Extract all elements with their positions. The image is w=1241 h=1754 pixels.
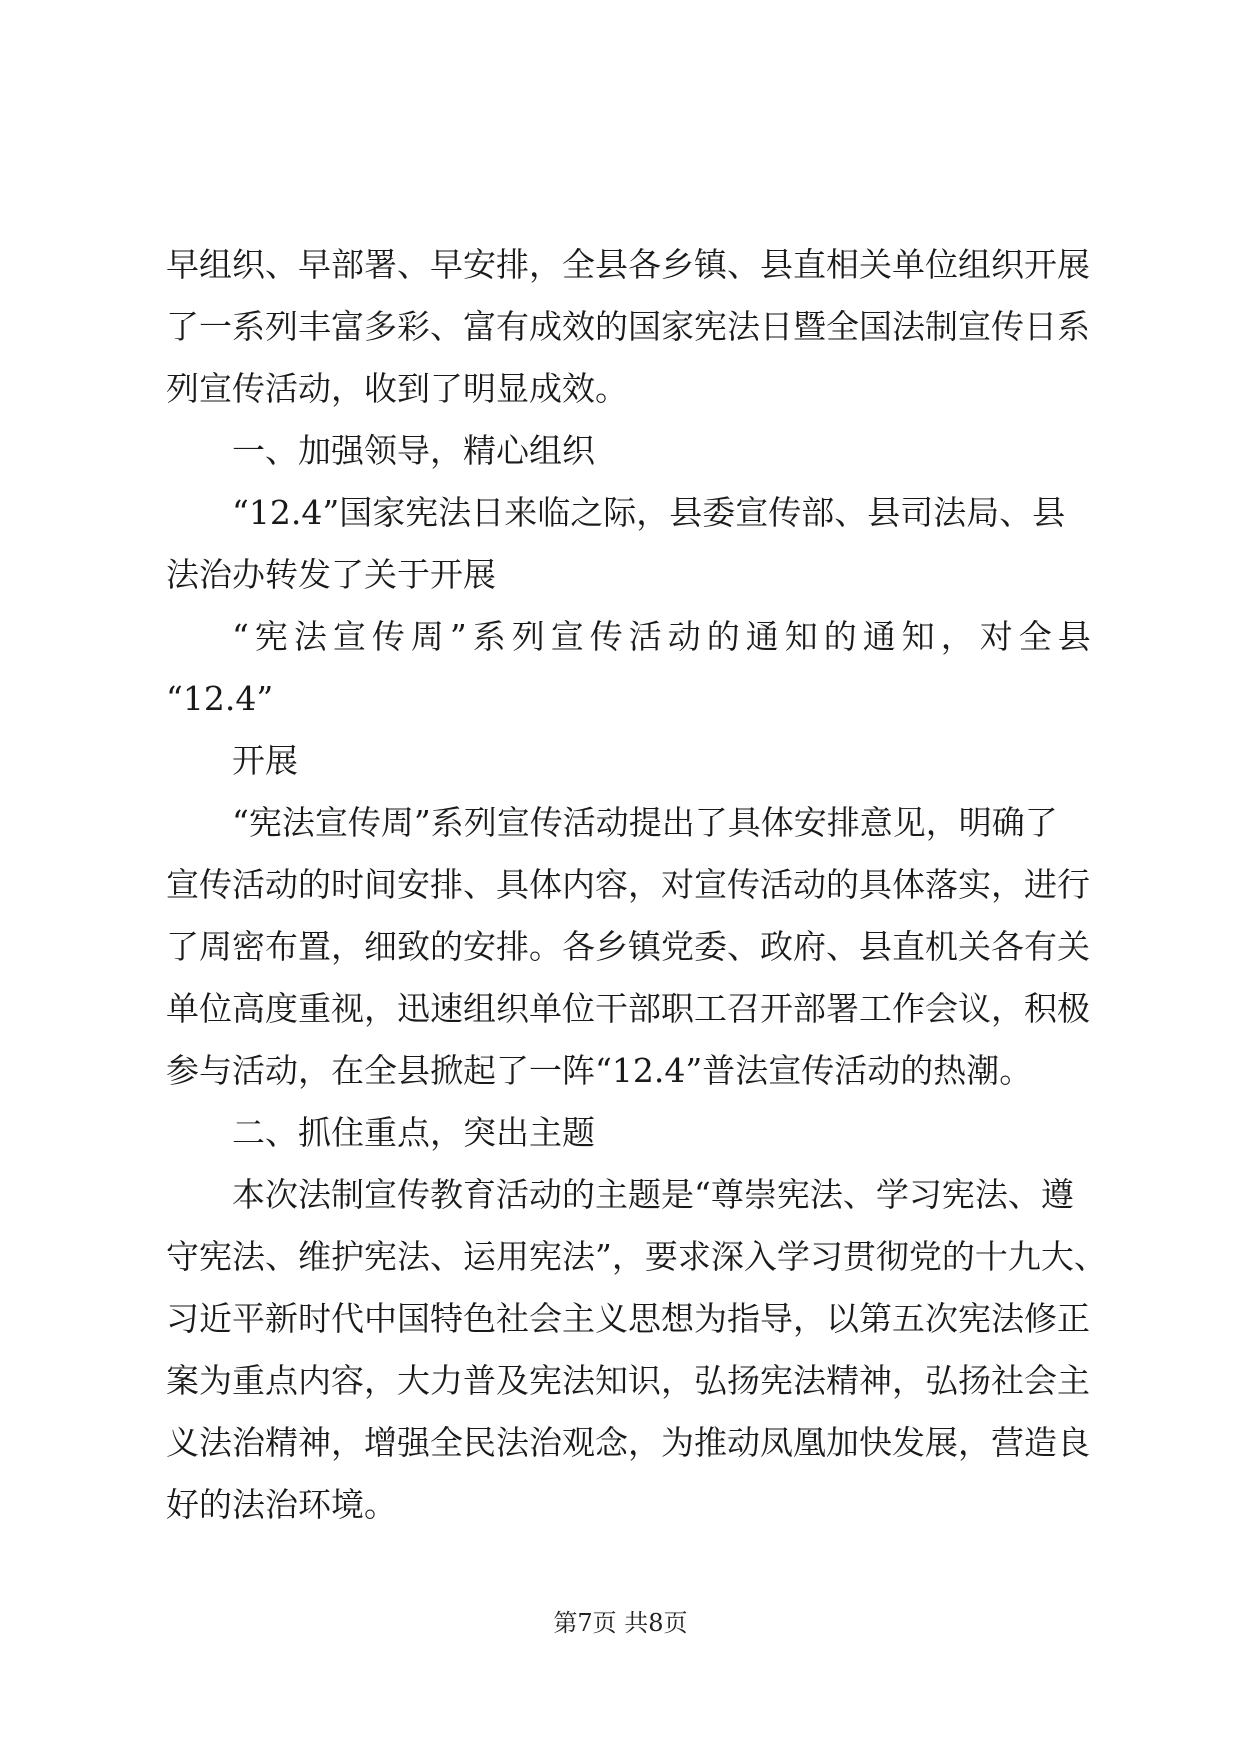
page-number-footer: 第7页 共8页 [553, 1609, 688, 1637]
body-line: 守宪法、维护宪法、运用宪法”，要求深入学习贯彻党的十九大、 [166, 1237, 1107, 1276]
body-line: 案为重点内容，大力普及宪法知识，弘扬宪法精神，弘扬社会主 [166, 1361, 1090, 1400]
body-line: 单位高度重视，迅速组织单位干部职工召开部署工作会议，积极 [166, 989, 1090, 1028]
body-line: 参与活动，在全县掀起了一阵“12.4”普法宣传活动的热潮。 [166, 1051, 1033, 1090]
section-heading-2: 二、抓住重点，突出主题 [232, 1113, 595, 1152]
body-line: 了一系列丰富多彩、富有成效的国家宪法日暨全国法制宣传日系 [166, 307, 1090, 346]
document-body [166, 234, 1107, 1536]
body-line: 宣传活动的时间安排、具体内容，对宣传活动的具体落实，进行 [166, 865, 1090, 904]
body-line: “12.4” [166, 679, 274, 718]
body-line: 法治办转发了关于开展 [166, 555, 496, 594]
body-line: 义法治精神，增强全民法治观念，为推动凤凰加快发展，营造良 [166, 1423, 1090, 1462]
body-line: “宪法宣传周”系列宣传活动提出了具体安排意见，明确了 [232, 803, 1058, 842]
body-line: 习近平新时代中国特色社会主义思想为指导，以第五次宪法修正 [166, 1299, 1090, 1338]
body-line: “宪法宣传周”系列宣传活动的通知的通知，对全县 [232, 617, 1097, 656]
body-line: 列宣传活动，收到了明显成效。 [166, 369, 628, 408]
body-line: 好的法治环境。 [166, 1485, 397, 1524]
body-line: 早组织、早部署、早安排，全县各乡镇、县直相关单位组织开展 [166, 245, 1090, 284]
body-line: 本次法制宣传教育活动的主题是“尊崇宪法、学习宪法、遵 [232, 1175, 1074, 1214]
body-line: 了周密布置，细致的安排。各乡镇党委、政府、县直机关各有关 [166, 927, 1090, 966]
body-line: 开展 [232, 741, 298, 780]
body-line: “12.4”国家宪法日来临之际，县委宣传部、县司法局、县 [232, 493, 1066, 532]
section-heading-1: 一、加强领导，精心组织 [232, 431, 595, 470]
